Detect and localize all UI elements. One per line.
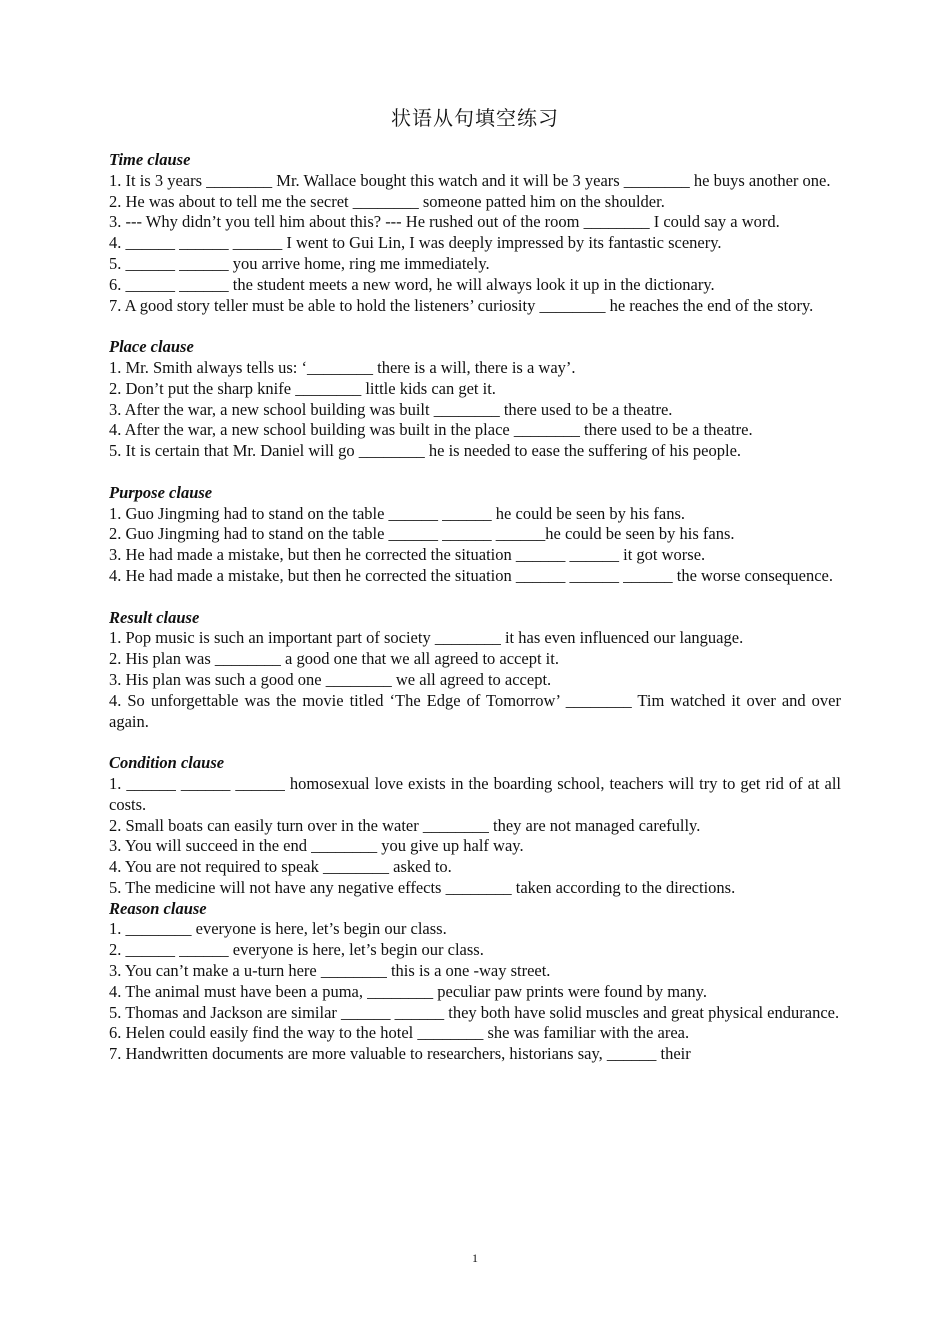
exercise-item: 7. Handwritten documents are more valuable to researchers, historians say, ______ their [109,1044,691,1064]
section-heading: Result clause [109,607,200,627]
exercise-item: 5. The medicine will not have any negative effects ________ taken according to the directions. [109,877,736,897]
exercise-content [109,150,841,1065]
exercise-item: 5. ______ ______ you arrive home, ring me immediately. [109,253,490,273]
exercise-item: 3. His plan was such a good one ________ we all agreed to accept. [109,669,552,689]
exercise-item: 3. You will succeed in the end ________ you give up half way. [109,836,524,856]
page-title: 状语从句填空练习 [391,106,559,130]
exercise-item: 2. Small boats can easily turn over in the water ________ they are not managed carefully. [109,815,701,835]
exercise-item: 1. Mr. Smith always tells us: ‘________ there is a will, there is a way’. [109,357,576,377]
exercise-item: 1. Pop music is such an important part of society ________ it has even influenced our language. [109,628,744,648]
exercise-item: 1. It is 3 years ________ Mr. Wallace bought this watch and it will be 3 years ________ he buys another one. [109,170,831,190]
section-condition-clause [109,753,841,899]
section-time-clause [109,150,841,316]
exercise-item: 3. You can’t make a u-turn here ________ this is a one -way street. [109,961,551,981]
section-heading: Time clause [109,150,191,169]
section-spacer [109,732,841,753]
exercise-item: 1. Guo Jingming had to stand on the table ______ ______ he could be seen by his fans. [109,503,686,523]
exercise-item: 6. ______ ______ the student meets a new word, he will always look it up in the dictionary. [109,274,715,294]
exercise-item: 1. ________ everyone is here, let’s begin our class. [109,919,447,939]
exercise-item: 1. ______ ______ ______ homosexual love exists in the boarding school, teachers will try to get rid of at all costs. [109,773,841,814]
exercise-item: 3. --- Why didn’t you tell him about this? --- He rushed out of the room ________ I could say a word. [109,212,780,232]
section-reason-clause [109,899,841,1065]
exercise-item: 2. His plan was ________ a good one that we all agreed to accept it. [109,649,559,669]
exercise-item: 6. Helen could easily find the way to the hotel ________ she was familiar with the area. [109,1023,690,1043]
exercise-item: 4. You are not required to speak ________ asked to. [109,857,452,877]
exercise-item: 2. Guo Jingming had to stand on the table ______ ______ ______he could be seen by his fans. [109,524,735,544]
exercise-item: 2. Don’t put the sharp knife ________ little kids can get it. [109,378,496,398]
exercise-item: 2. ______ ______ everyone is here, let’s begin our class. [109,940,484,960]
exercise-item: 4. So unforgettable was the movie titled ‘The Edge of Tomorrow’ ________ Tim watched it over and over again. [109,690,841,731]
exercise-item: 4. The animal must have been a puma, ________ peculiar paw prints were found by many. [109,981,707,1001]
section-spacer [109,587,841,608]
exercise-item: 7. A good story teller must be able to hold the listeners’ curiosity ________ he reaches the end of the story. [109,295,814,315]
exercise-item: 3. He had made a mistake, but then he corrected the situation ______ ______ it got worse. [109,545,706,565]
page-number: 1 [472,1251,478,1265]
section-heading: Condition clause [109,753,225,773]
exercise-item: 4. He had made a mistake, but then he corrected the situation ______ ______ ______ the worse consequence. [109,565,833,585]
section-place-clause [109,337,841,462]
section-result-clause [109,608,841,733]
exercise-item: 4. ______ ______ ______ I went to Gui Lin, I was deeply impressed by its fantastic scenery. [109,233,722,253]
exercise-item: 2. He was about to tell me the secret ________ someone patted him on the shoulder. [109,191,665,211]
section-heading: Purpose clause [109,482,213,502]
exercise-item: 5. It is certain that Mr. Daniel will go ________ he is needed to ease the suffering of his people. [109,441,742,461]
section-heading: Place clause [109,337,194,357]
exercise-item: 5. Thomas and Jackson are similar ______ ______ they both have solid muscles and great physical endurance. [109,1002,840,1022]
exercise-item: 3. After the war, a new school building was built ________ there used to be a theatre. [109,399,673,419]
section-spacer [109,316,841,337]
section-heading: Reason clause [109,898,207,918]
section-purpose-clause [109,483,841,587]
exercise-item: 4. After the war, a new school building was built in the place ________ there used to be a theatre. [109,420,753,440]
section-spacer [109,462,841,483]
